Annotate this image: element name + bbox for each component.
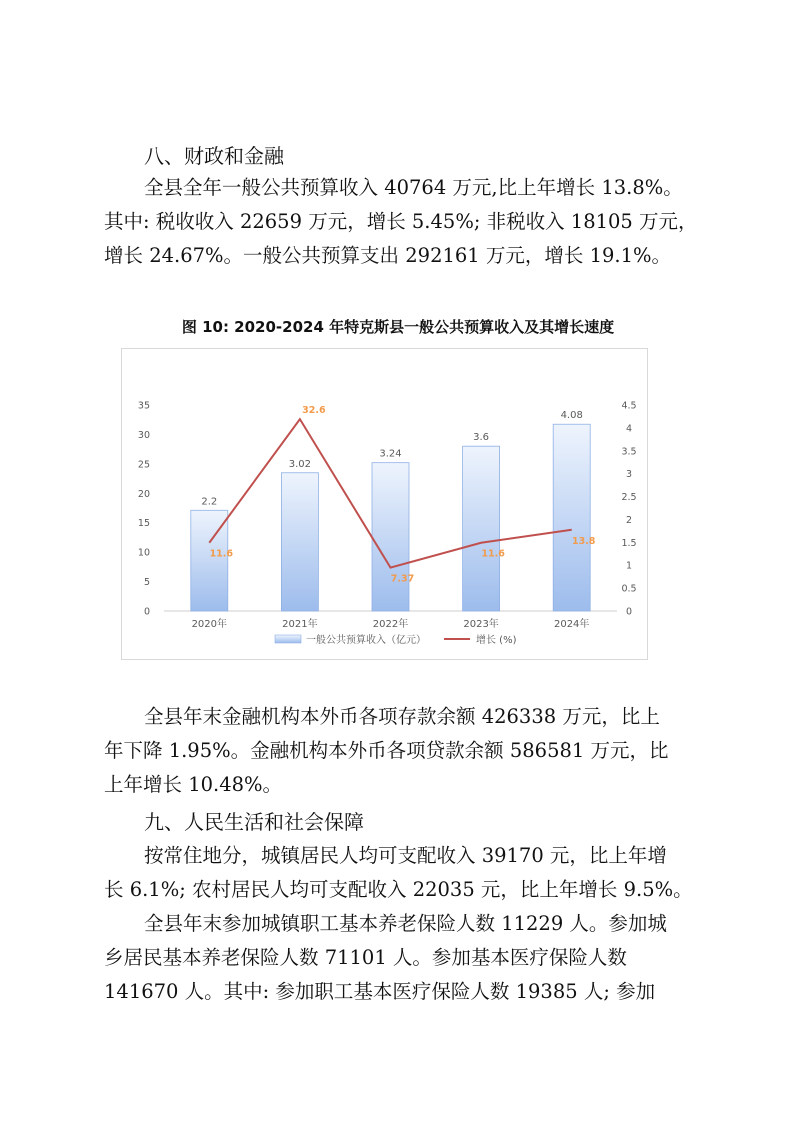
left-axis-tick-label: 0 [143,606,150,618]
section-heading-finance: 八、财政和金融 [144,144,284,168]
revenue-bar [372,463,409,611]
right-axis-tick-label: 3 [625,469,633,481]
text-line: 年下降 1.95%。金融机构本外币各项贷款余额 586581 万元，比 [104,739,669,762]
figure-title: 图 10: 2020-2024 年特克斯县一般公共预算收入及其增长速度 [181,318,615,336]
right-axis-tick-label: 4 [625,423,633,435]
right-axis-tick-label: 2 [625,514,633,526]
revenue-bar [281,473,318,611]
x-axis-tick-label: 2021年 [282,619,318,630]
x-axis-tick-label: 2022年 [372,619,409,630]
text-line: 全县年末金融机构本外币各项存款余额 426338 万元，比上 [144,705,660,728]
finance-paragraph [104,171,700,273]
text-line: 141670 人。其中: 参加职工基本医疗保险人数 19385 人; 参加 [104,980,656,1003]
right-axis-tick-label: 0.5 [621,583,637,595]
legend-label-growth: 增长 (%) [476,635,517,646]
left-axis-tick-label: 25 [137,459,150,471]
right-axis-tick-label: 4.5 [621,400,637,412]
x-axis-tick-label: 2020年 [191,619,228,630]
chart-container [121,348,648,660]
revenue-bar-label: 3.02 [288,458,312,470]
left-axis-tick-label: 10 [137,547,150,559]
left-axis-tick-label: 20 [137,488,150,500]
growth-data-label: 13.8 [571,535,596,547]
right-axis-tick-label: 0 [625,606,633,618]
revenue-bar-label: 2.2 [201,496,218,508]
text-line: 全县全年一般公共预算收入 40764 万元,比上年增长 13.8%。 [144,176,683,199]
text-line: 其中: 税收收入 22659 万元，增长 5.45%; 非税收入 18105 万元， [104,210,698,233]
left-axis-tick-label: 35 [137,400,150,412]
revenue-bar [553,424,590,611]
revenue-growth-chart [122,349,647,659]
growth-data-label: 11.6 [209,548,234,560]
legend-swatch-revenue [275,635,301,643]
left-axis-tick-label: 5 [143,577,150,589]
text-line: 长 6.1%; 农村居民人均可支配收入 22035 元，比上年增长 9.5%。 [104,878,693,901]
x-axis-tick-label: 2023年 [463,619,499,630]
growth-data-label: 7.37 [390,573,415,585]
income-paragraph [104,839,700,907]
social-insurance-paragraph [104,907,700,1009]
left-axis-tick-label: 15 [137,518,150,530]
right-axis-tick-label: 1.5 [621,537,637,549]
text-line: 上年增长 10.48%。 [104,773,283,796]
revenue-bar-label: 4.08 [560,410,583,422]
text-line: 全县年末参加城镇职工基本养老保险人数 11229 人。参加城 [144,912,667,935]
section-heading-livelihood: 九、人民生活和社会保障 [144,810,364,834]
right-axis-tick-label: 1 [625,560,633,572]
legend-label-revenue: 一般公共预算收入（亿元） [306,635,426,646]
growth-data-label: 11.6 [481,548,505,560]
deposits-loans-paragraph [104,700,700,802]
right-axis-tick-label: 2.5 [621,492,637,504]
growth-data-label: 32.6 [302,405,326,417]
revenue-bar-label: 3.6 [473,432,490,444]
revenue-bar-label: 3.24 [379,448,402,460]
text-line: 按常住地分，城镇居民人均可支配收入 39170 元，比上年增 [144,844,667,867]
revenue-bar [463,446,500,611]
x-axis-tick-label: 2024年 [553,619,590,630]
text-line: 增长 24.67%。一般公共预算支出 292161 万元，增长 19.1%。 [104,244,672,267]
text-line: 乡居民基本养老保险人数 71101 人。参加基本医疗保险人数 [104,946,627,969]
right-axis-tick-label: 3.5 [621,446,637,458]
left-axis-tick-label: 30 [137,429,150,441]
